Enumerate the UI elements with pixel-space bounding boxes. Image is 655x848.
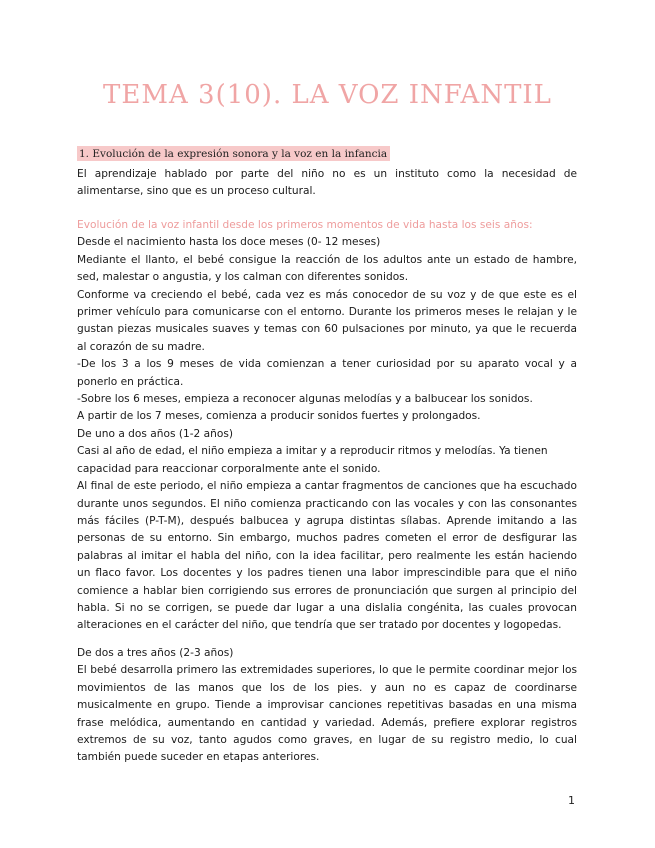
paragraph: -De los 3 a los 9 meses de vida comienzan a tener curiosidad por su aparato vocal y a ponerlo en práctica. <box>77 358 577 388</box>
paragraph: Conforme va creciendo el bebé, cada vez es más conocedor de su voz y de que este es el primer vehículo para comunicarse con el entorno. Durante los primeros meses le relajan y le gustan piezas musicales suaves y temas con 60 pulsaciones por minuto, ya que le recuerda al corazón de su madre. <box>77 288 577 353</box>
paragraph: Mediante el llanto, el bebé consigue la reacción de los adultos ante un estado de hambre, sed, malestar o angustia, y los calman con diferentes sonidos. <box>77 253 577 284</box>
evolution-subheading: Evolución de la voz infantil desde los primeros momentos de vida hasta los seis años: <box>77 219 533 231</box>
stage-heading: Desde el nacimiento hasta los doce meses (0- 12 meses) <box>77 236 381 249</box>
intro-block <box>77 166 577 201</box>
stage-block-2-3 <box>77 645 577 767</box>
stage-heading: De uno a dos años (1-2 años) <box>77 428 233 440</box>
paragraph: El bebé desarrolla primero las extremidades superiores, lo que le permite coordinar mejor los movimientos de las manos que los de los pies. y aun no es capaz de coordinarse musicalmente en grupo. Tiende a improvisar canciones repetitivas basadas en una misma frase melódica, aumentando en cantidad y variedad. Además, prefiere explorar registros extremos de su voz, tanto agudos como graves, en lugar de su registro medio, lo cual también puede suceder en etapas anteriores. <box>77 664 577 764</box>
section-heading: 1. Evolución de la expresión sonora y la voz en la infancia <box>77 146 390 161</box>
stage-block-0-12 <box>77 217 577 426</box>
page-number: 1 <box>568 794 575 807</box>
paragraph: Al final de este periodo, el niño empieza a cantar fragmentos de canciones que ha escuchado durante unos segundos. El niño comienza practicando con las vocales y con las consonantes más fáciles (P-T-M), después balbucea y agrupa distintas sílabas. Aprende imitando a las personas de su entorno. Sin embargo, muchos padres cometen el error de desfigurar las palabras al imitar el habla del niño, con la idea facilitar, pero realmente les están haciendo un flaco favor. Los docentes y los padres tienen una labor imprescindible para que el niño comience a hablar bien corrigiendo sus errores de pronunciación que surgen al principio del habla. Si no se corrigen, se puede dar lugar a una dislalia congénita, las cuales provocan alteraciones en el carácter del niño, que tendría que ser tratado por docentes y logopedas. <box>77 480 577 632</box>
paragraph: -Sobre los 6 meses, empieza a reconocer algunas melodías y a balbucear los sonidos. <box>77 393 533 406</box>
stage-heading: De dos a tres años (2-3 años) <box>77 647 234 659</box>
paragraph: A partir de los 7 meses, comienza a producir sonidos fuertes y prolongados. <box>77 410 481 423</box>
intro-paragraph: El aprendizaje hablado por parte del niño no es un instituto como la necesidad de alimentarse, sino que es un proceso cultural. <box>77 168 577 198</box>
page-title: TEMA 3(10). LA VOZ INFANTIL <box>103 80 552 110</box>
paragraph: Casi al año de edad, el niño empieza a imitar y a reproducir ritmos y melodías. Ya tienen <box>77 445 548 458</box>
paragraph: capacidad para reaccionar corporalmente ante el sonido. <box>77 462 381 475</box>
stage-block-1-2 <box>77 426 577 635</box>
